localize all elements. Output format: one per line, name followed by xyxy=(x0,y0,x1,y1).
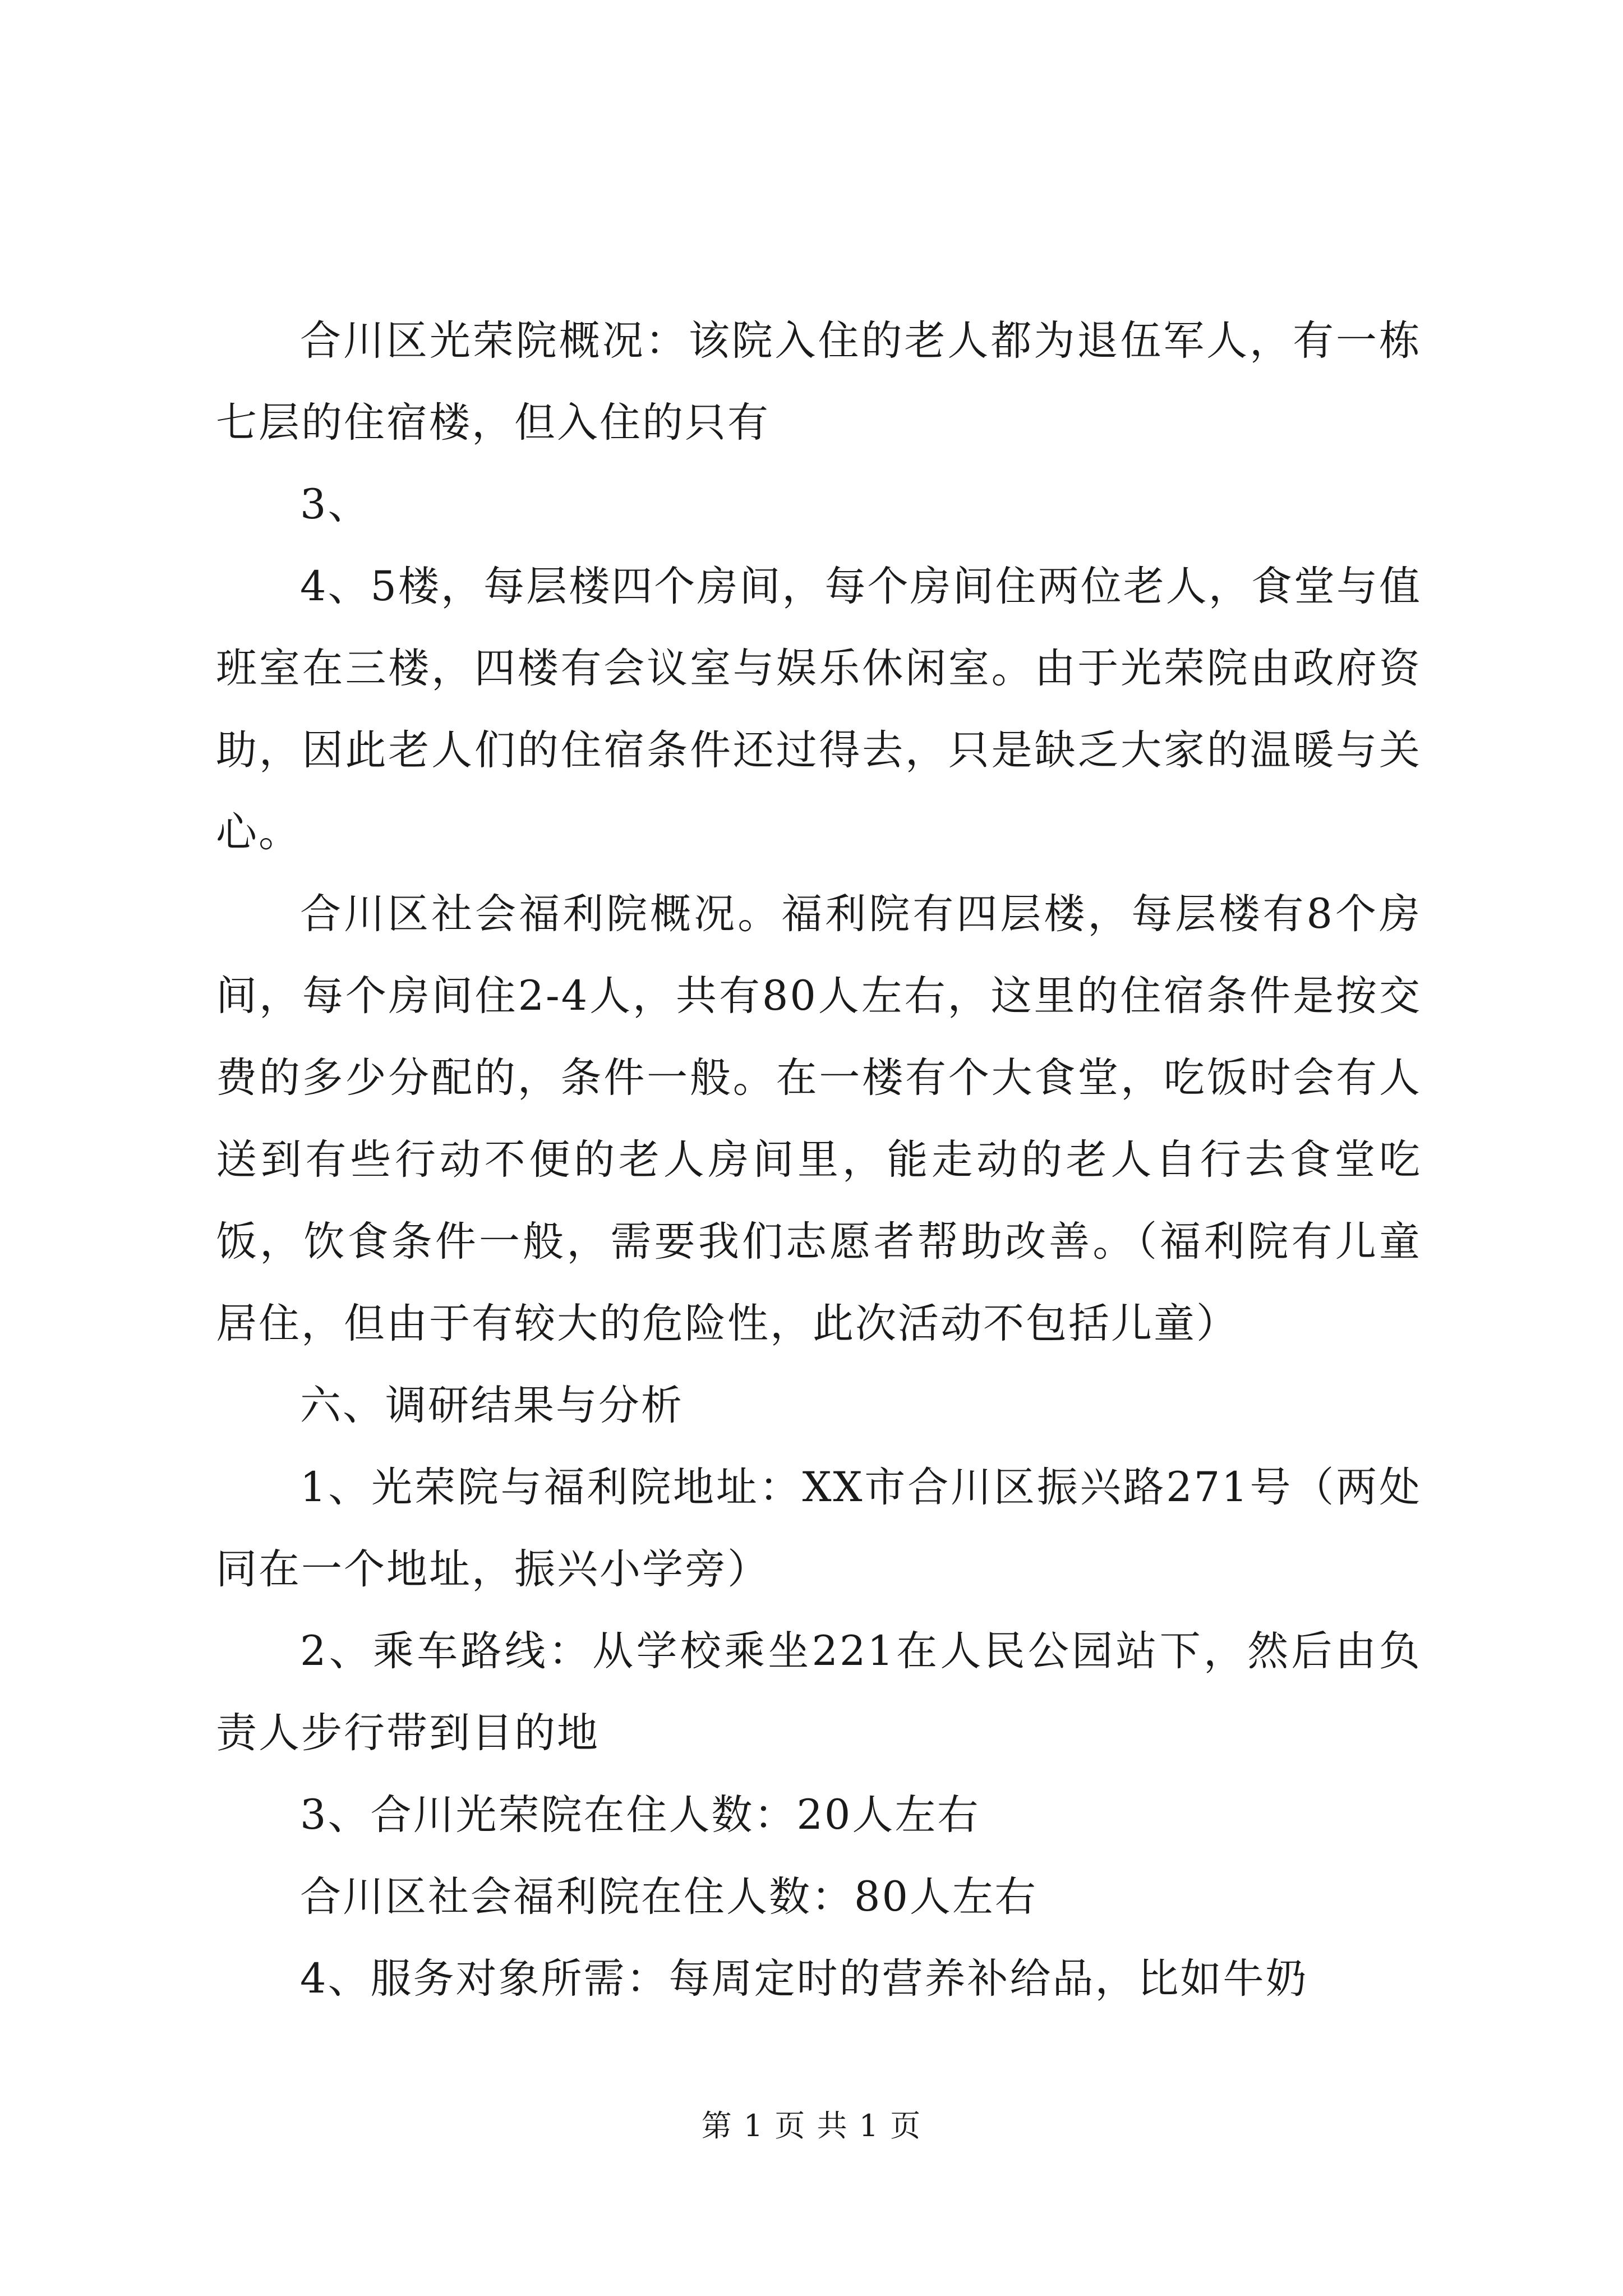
paragraph-floor-4-5: 4、5楼，每层楼四个房间，每个房间住两位老人，食堂与值班室在三楼，四楼有会议室与娱乐休闲室。由于光荣院由政府资助，因此老人们的住宿条件还过得去，只是缺乏大家的温暖与关心。 xyxy=(216,563,1422,856)
paragraph-guangrong-overview: 合川区光荣院概况：该院入住的老人都为退伍军人，有一栋七层的住宿楼，但入住的只有 xyxy=(216,317,1422,447)
paragraph-service-needs: 4、服务对象所需：每周定时的营养补给品，比如牛奶 xyxy=(300,1955,1308,2003)
paragraph-welfare-residents: 合川区社会福利院在住人数：80人左右 xyxy=(300,1873,1038,1921)
paragraph-bus-route: 2、乘车路线：从学校乘坐221在人民公园站下，然后由负责人步行带到目的地 xyxy=(216,1627,1422,1757)
paragraph-address: 1、光荣院与福利院地址：XX市合川区振兴路271号（两处同在一个地址，振兴小学旁） xyxy=(216,1464,1422,1593)
page-footer: 第 1 页 共 1 页 xyxy=(701,2108,922,2143)
paragraph-welfare-overview: 合川区社会福利院概况。福利院有四层楼，每层楼有8个房间，每个房间住2-4人，共有80人左右，这里的住宿条件是按交费的多少分配的，条件一般。在一楼有个大食堂，吃饭时会有人送到有些行动不便的老人房间里，能走动的老人自行去食堂吃饭，饮食条件一般，需要我们志愿者帮助改善。（福利院有儿童居住，但由于有较大的危险性，此次活动不包括儿童） xyxy=(216,890,1422,1347)
paragraph-guangrong-residents: 3、合川光荣院在住人数：20人左右 xyxy=(300,1791,980,1839)
paragraph-floor-3: 3、 xyxy=(300,481,371,528)
document-body xyxy=(216,300,1422,2020)
section-heading-results: 六、调研结果与分析 xyxy=(300,1382,684,1429)
